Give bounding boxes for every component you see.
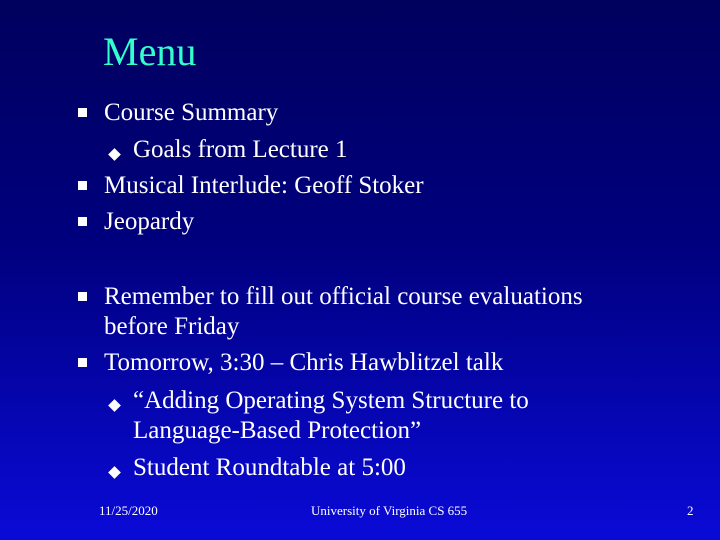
bullet-text-line1: Remember to fill out official course evaluations bbox=[104, 283, 583, 310]
square-bullet-icon bbox=[78, 358, 87, 367]
square-bullet-icon bbox=[78, 217, 87, 226]
sub-bullet-text: Goals from Lecture 1 bbox=[133, 136, 348, 163]
diamond-bullet-icon bbox=[108, 466, 121, 479]
square-bullet-icon bbox=[78, 292, 87, 301]
bullet-text: Course Summary bbox=[104, 99, 279, 126]
sub-bullet-text: Student Roundtable at 5:00 bbox=[133, 454, 406, 481]
square-bullet-icon bbox=[78, 181, 87, 190]
footer-page-number: 2 bbox=[687, 503, 694, 518]
footer-date: 11/25/2020 bbox=[99, 503, 158, 518]
bullet-text-line2: before Friday bbox=[104, 313, 240, 340]
diamond-bullet-icon bbox=[108, 148, 121, 161]
bullet-text: Jeopardy bbox=[104, 208, 195, 235]
bullet-text: Musical Interlude: Geoff Stoker bbox=[104, 172, 424, 199]
diamond-bullet-icon bbox=[108, 399, 121, 412]
bullet-text: Tomorrow, 3:30 – Chris Hawblitzel talk bbox=[104, 349, 504, 376]
footer-course: University of Virginia CS 655 bbox=[311, 503, 468, 518]
square-bullet-icon bbox=[78, 108, 87, 117]
sub-bullet-text-line1: “Adding Operating System Structure to bbox=[133, 387, 529, 414]
sub-bullet-text-line2: Language-Based Protection” bbox=[133, 417, 422, 444]
slide-title: Menu bbox=[103, 29, 197, 74]
